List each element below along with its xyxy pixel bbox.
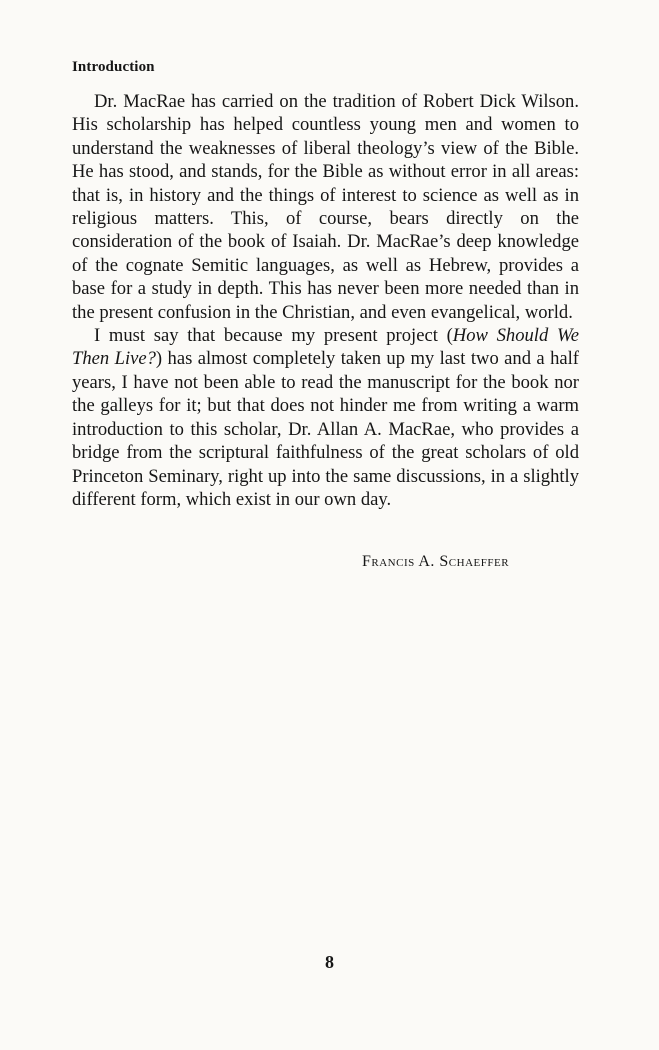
author-signature: Francis A. Schaeffer <box>362 553 510 570</box>
paragraph-1: Dr. MacRae has carried on the tradition of Robert Dick Wilson. His scholarship has helped countless young men and women to understand the weaknesses of liberal theology’s view of the Bible. He has stood, and stands, for the Bible as without error in all areas: that is, in history and the things of interest to science as well as in religious matters. This, of course, bears directly on the consideration of the book of Isaiah. Dr. MacRae’s deep knowledge of the cognate Semitic languages, as well as Hebrew, provides a base for a study in depth. This has never been more needed than in the present confusion in the Christian, and even evangelical, world. <box>72 91 579 323</box>
paragraph-2 <box>72 324 579 511</box>
introduction-body <box>72 90 579 511</box>
running-header: Introduction <box>72 59 155 75</box>
book-title: How Should We Then Live? <box>72 325 580 370</box>
page-number: 8 <box>325 952 334 972</box>
paragraph-2-end: ) has almost completely taken up my last two and a half years, I have not been able to read the manuscript for the book nor the galleys for it; but that does not hinder me from writing a warm introduction to this scholar, Dr. Allan A. MacRae, who provides a bridge from the scriptural faithfulness of the great scholars of old Princeton Seminary, right up into the same discussions, in a slightly different form, which exist in our own day. <box>72 348 579 510</box>
paragraph-2-start: I must say that because my present project ( <box>94 325 453 347</box>
